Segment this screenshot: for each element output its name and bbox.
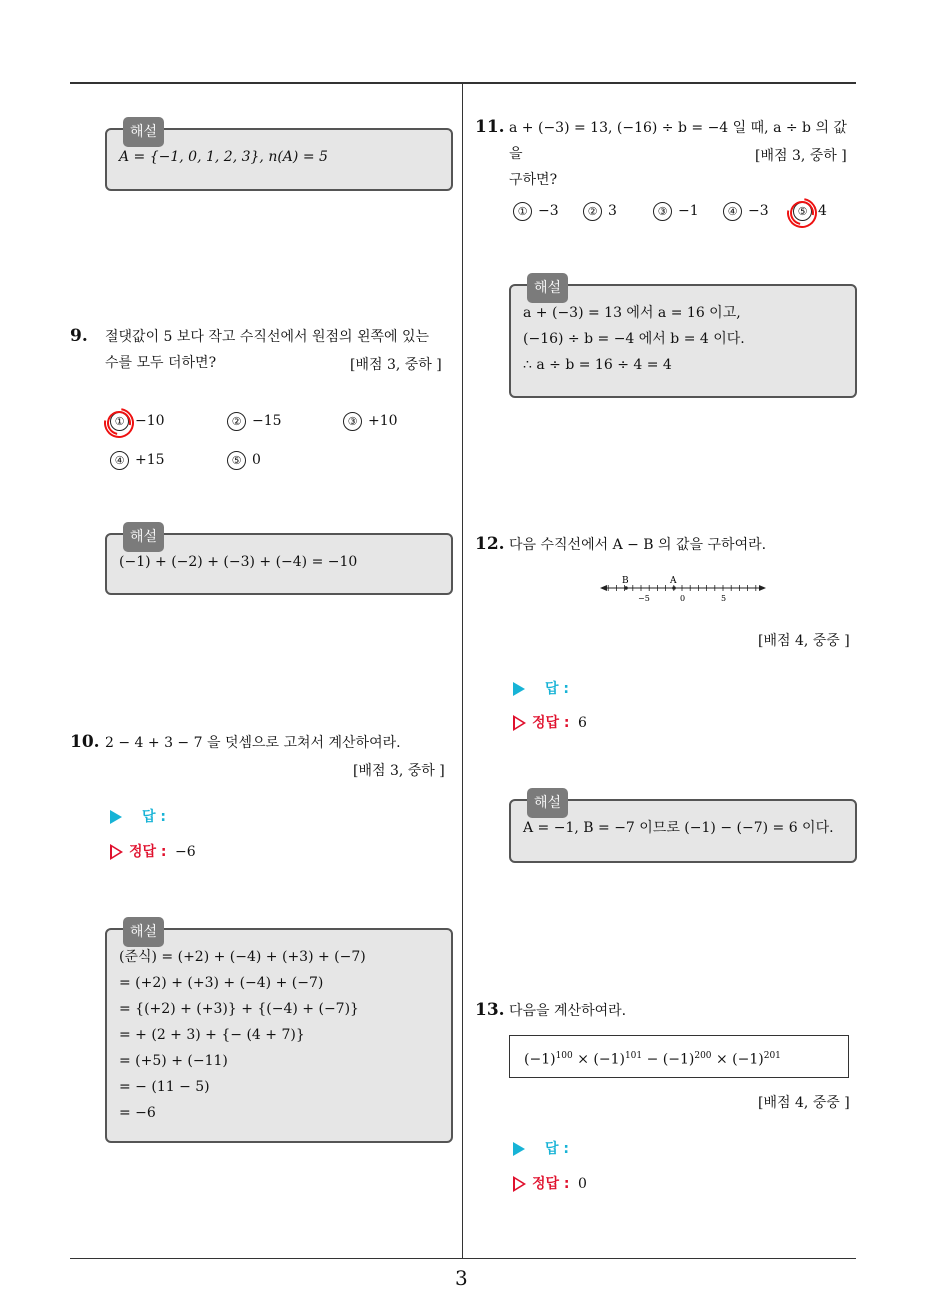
choice-number: ⑤ (227, 451, 246, 470)
choice-number: ① (513, 202, 532, 221)
correct-answer-row (513, 712, 587, 732)
correct-value: 0 (577, 1176, 587, 1192)
selected-answer-mark (98, 402, 140, 444)
point-a-label: A (670, 576, 677, 586)
page-number: 3 (455, 1266, 468, 1290)
choice-number: ① (110, 412, 129, 431)
question-number: 13. (475, 1000, 505, 1020)
choice-text: −1 (678, 203, 699, 219)
question-text-line: 절댓값이 5 보다 작고 수직선에서 원점의 왼쪽에 있는 (105, 329, 430, 345)
choice-text: +15 (135, 452, 165, 468)
correct-value: −6 (174, 844, 196, 860)
explanation-line: A = {−1, 0, 1, 2, 3}, n(A) = 5 (119, 149, 328, 165)
explanation-tag: 해설 (123, 117, 164, 147)
choice-text: +10 (368, 413, 398, 429)
choice-text: −3 (538, 203, 559, 219)
question-text-line: 구하면? (509, 172, 558, 188)
point-a-dot (672, 586, 676, 590)
explanation-line: ∴ a ÷ b = 16 ÷ 4 = 4 (523, 357, 672, 373)
choice-text: 0 (252, 452, 261, 468)
explanation-line: = (+2) + (+3) + (−4) + (−7) (119, 975, 324, 991)
expr-base: (−1) (662, 1051, 695, 1068)
choice-number: ④ (110, 451, 129, 470)
explanation-line: = − (11 − 5) (119, 1079, 210, 1095)
question-number: 10. (70, 732, 100, 752)
choice-number: ③ (343, 412, 362, 431)
expr-base: (−1) (732, 1051, 764, 1068)
explanation-line: = + (2 + 3) + {− (4 + 7)} (119, 1027, 305, 1043)
explanation-box-q8 (105, 124, 453, 191)
column-divider (462, 84, 463, 1259)
question-number: 9. (70, 326, 88, 346)
choice-1[interactable] (513, 202, 559, 221)
explanation-box-q10 (105, 924, 453, 1143)
correct-answer-row (110, 841, 196, 861)
right-arrow-icon (759, 585, 766, 591)
choice-text: −15 (252, 413, 282, 429)
explanation-box-q11 (509, 280, 857, 398)
expr-operator: − (642, 1051, 663, 1068)
explanation-line: = (+5) + (−11) (119, 1053, 228, 1069)
tick-label-5: 5 (721, 594, 727, 603)
number-line-figure (600, 572, 766, 606)
expr-exponent: 200 (694, 1051, 712, 1061)
question-text-line: a + (−3) = 13, (−16) ÷ b = −4 일 때, a ÷ b 의 값을 (509, 120, 847, 162)
expr-exponent: 201 (763, 1051, 781, 1061)
choice-text: −10 (135, 413, 165, 429)
explanation-tag: 해설 (123, 917, 164, 947)
choice-number: ③ (653, 202, 672, 221)
choice-number: ④ (723, 202, 742, 221)
expr-exponent: 100 (555, 1051, 573, 1061)
question-text: 다음 수직선에서 A − B 의 값을 구하여라. (509, 537, 767, 553)
score-meta: [배점 3, 중하 ] (350, 357, 442, 373)
expr-base: (−1) (524, 1051, 556, 1068)
tick-label-minus5: −5 (638, 594, 650, 603)
choice-3[interactable] (343, 412, 398, 431)
expression-box (509, 1035, 849, 1078)
score-meta: [배점 4, 중중 ] (758, 633, 850, 649)
expr-operator: × (572, 1051, 594, 1068)
answer-input-row[interactable] (110, 806, 166, 826)
play-triangle-icon (513, 1142, 525, 1156)
outline-triangle-icon (513, 1176, 526, 1192)
footer-rule (70, 1258, 856, 1259)
explanation-line: a + (−3) = 13 에서 a = 16 이고, (523, 305, 741, 321)
choice-text: 4 (818, 203, 827, 219)
outline-triangle-icon (513, 715, 526, 731)
explanation-box-q9 (105, 529, 453, 595)
question-number: 12. (475, 534, 505, 554)
left-arrow-icon (600, 585, 607, 591)
explanation-tag: 해설 (527, 273, 568, 303)
correct-label: 정답 : (129, 844, 167, 860)
choice-number: ⑤ (793, 202, 812, 221)
answer-label: 답 : (545, 1141, 569, 1157)
play-triangle-icon (110, 810, 122, 824)
choice-4[interactable] (110, 451, 165, 470)
explanation-line: (−1) + (−2) + (−3) + (−4) = −10 (119, 554, 358, 570)
expr-base: (−1) (593, 1051, 625, 1068)
expr-operator: × (711, 1051, 733, 1068)
score-meta: [배점 4, 중중 ] (758, 1095, 850, 1111)
header-rule (70, 82, 856, 84)
correct-label: 정답 : (532, 1176, 570, 1192)
choice-number: ② (227, 412, 246, 431)
answer-label: 답 : (142, 809, 166, 825)
choice-5[interactable] (227, 451, 261, 470)
score-meta: [배점 3, 중하 ] (353, 763, 445, 779)
point-b-label: B (622, 576, 629, 586)
choice-2[interactable] (583, 202, 617, 221)
explanation-line: = {(+2) + (+3)} + {(−4) + (−7)} (119, 1001, 359, 1017)
point-b-dot (624, 586, 628, 590)
choice-number: ② (583, 202, 602, 221)
explanation-line: (준식) = (+2) + (−4) + (+3) + (−7) (119, 949, 366, 965)
explanation-line: = −6 (119, 1105, 156, 1121)
question-text-line: 수를 모두 더하면? (105, 355, 217, 371)
question-number: 11. (475, 117, 505, 137)
selected-answer-mark (781, 192, 823, 234)
answer-label: 답 : (545, 681, 569, 697)
question-text: 2 − 4 + 3 − 7 을 덧셈으로 고쳐서 계산하여라. (105, 735, 401, 751)
choice-text: −3 (748, 203, 769, 219)
question-text: 다음을 계산하여라. (509, 1003, 627, 1019)
outline-triangle-icon (110, 844, 123, 860)
answer-input-row[interactable] (513, 1138, 569, 1158)
explanation-tag: 해설 (527, 788, 568, 818)
choice-2[interactable] (227, 412, 282, 431)
answer-input-row[interactable] (513, 678, 569, 698)
tick-label-0: 0 (680, 594, 686, 603)
expr-exponent: 101 (624, 1051, 643, 1061)
correct-value: 6 (577, 715, 587, 731)
play-triangle-icon (513, 682, 525, 696)
explanation-box-q12 (509, 795, 857, 863)
choice-text: 3 (608, 203, 617, 219)
choice-3[interactable] (653, 202, 699, 221)
correct-answer-row (513, 1173, 587, 1193)
score-meta: [배점 3, 중하 ] (755, 148, 847, 164)
explanation-tag: 해설 (123, 522, 164, 552)
explanation-line: (−16) ÷ b = −4 에서 b = 4 이다. (523, 331, 745, 347)
correct-label: 정답 : (532, 715, 570, 731)
choice-4[interactable] (723, 202, 769, 221)
explanation-line: A = −1, B = −7 이므로 (−1) − (−7) = 6 이다. (523, 820, 834, 836)
